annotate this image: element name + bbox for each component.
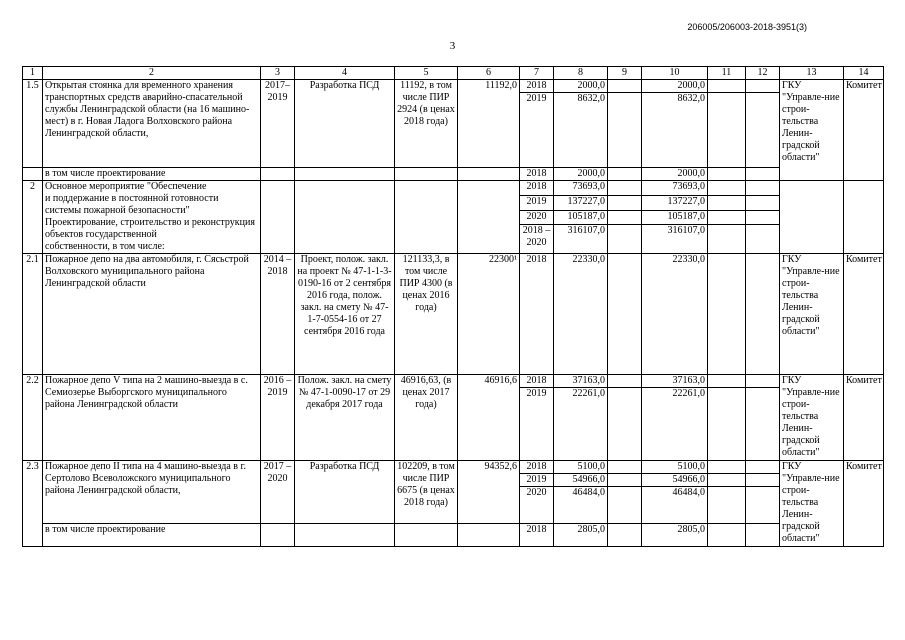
- empty-cell: [746, 93, 780, 168]
- amount: 22330,0: [554, 254, 608, 375]
- amount: 37163,0: [554, 375, 608, 388]
- amount-regional: 2805,0: [642, 524, 708, 547]
- amount: 316107,0: [554, 225, 608, 254]
- empty-cell: [608, 80, 642, 93]
- header-cell: 13: [780, 67, 844, 80]
- empty-cell: [708, 474, 746, 487]
- empty-cell: [458, 181, 520, 254]
- empty-cell: [608, 375, 642, 388]
- empty-cell: [608, 210, 642, 225]
- amount-regional: 73693,0: [642, 181, 708, 196]
- table-row: [23, 524, 884, 547]
- remaining-cost: 46916,6: [458, 375, 520, 461]
- object-name: Открытая стоянка для временного хранения транспортных средств аварийно-спасательной службы Ленинградской области (на 16 машино-мест) в г. Новая Ладога Волховского района Ленинградской области,: [43, 80, 261, 168]
- estimated-cost: 11192, в том числе ПИР 2924 (в ценах 2018 года): [395, 80, 458, 168]
- year: 2018: [520, 181, 554, 196]
- amount: 137227,0: [554, 195, 608, 210]
- documentation: Проект, полож. закл. на проект № 47-1-1-3-0190-16 от 2 сентября 2016 года, полож. закл. на смету № 47-1-7-0554-16 от 27 сентября 2016 года: [295, 254, 395, 375]
- amount-regional: 22261,0: [642, 388, 708, 461]
- empty-cell: [746, 524, 780, 547]
- estimated-cost: 102209, в том числе ПИР 6675 (в ценах 2018 года): [395, 461, 458, 524]
- executor: Комитет: [844, 375, 884, 461]
- empty-cell: [746, 487, 780, 524]
- empty-cell: [295, 524, 395, 547]
- header-cell: 4: [295, 67, 395, 80]
- year: 2018: [520, 375, 554, 388]
- amount: 5100,0: [554, 461, 608, 474]
- amount-regional: 22330,0: [642, 254, 708, 375]
- header-cell: 1: [23, 67, 43, 80]
- header-cell: 6: [458, 67, 520, 80]
- amount: 8632,0: [554, 93, 608, 168]
- empty-cell: [708, 93, 746, 168]
- amount-regional: 137227,0: [642, 195, 708, 210]
- amount-regional: 2000,0: [642, 80, 708, 93]
- empty-cell: [708, 254, 746, 375]
- header-cell: 11: [708, 67, 746, 80]
- empty-cell: [746, 210, 780, 225]
- year: 2018: [520, 254, 554, 375]
- object-name: Пожарное депо на два автомобиля, г. Сясьстрой Волховского муниципального района Ленинградской области: [43, 254, 261, 375]
- empty-cell: [608, 93, 642, 168]
- empty-cell: [708, 388, 746, 461]
- row-number: 2.2: [23, 375, 43, 461]
- name-line: собственности, в том числе:: [45, 241, 165, 252]
- customer: ГКУ "Управле-ние строи-тельства Ленин-градской области": [780, 375, 844, 461]
- amount: 2805,0: [554, 524, 608, 547]
- header-cell: 10: [642, 67, 708, 80]
- amount-regional: 2000,0: [642, 168, 708, 181]
- documentation: Разработка ПСД: [295, 461, 395, 524]
- executor: Комитет: [844, 80, 884, 181]
- header-cell: 2: [43, 67, 261, 80]
- empty-cell: [608, 254, 642, 375]
- sub-label: в том числе проектирование: [43, 524, 261, 547]
- header-cell: 12: [746, 67, 780, 80]
- empty-cell: [708, 181, 746, 196]
- table-row: [23, 461, 884, 474]
- empty-cell: [608, 225, 642, 254]
- amount-regional: 5100,0: [642, 461, 708, 474]
- name-line: и поддержание в постоянной готовности: [45, 193, 219, 204]
- empty-cell: [708, 487, 746, 524]
- row-number: 2.1: [23, 254, 43, 375]
- table-row: [23, 254, 884, 375]
- empty-cell: [395, 181, 458, 254]
- year: 2020: [520, 210, 554, 225]
- empty-cell: [608, 168, 642, 181]
- empty-cell: [746, 474, 780, 487]
- period: 2016 – 2019: [261, 375, 295, 461]
- amount: 22261,0: [554, 388, 608, 461]
- row-number: 2: [23, 181, 43, 254]
- customer: ГКУ "Управле-ние строи-тельства Ленин-градской области": [780, 80, 844, 181]
- amount-regional: 105187,0: [642, 210, 708, 225]
- object-name: Пожарное депо II типа на 4 машино-выезда в г. Сертолово Всеволожского муниципального района Ленинградской области,: [43, 461, 261, 524]
- empty-cell: [295, 181, 395, 254]
- header-cell: 7: [520, 67, 554, 80]
- year: 2018: [520, 168, 554, 181]
- empty-cell: [458, 168, 520, 181]
- year: 2019: [520, 474, 554, 487]
- empty-cell: [395, 168, 458, 181]
- empty-cell: [780, 181, 844, 254]
- amount-regional: 46484,0: [642, 487, 708, 524]
- amount: 2000,0: [554, 80, 608, 93]
- year: 2018 – 2020: [520, 225, 554, 254]
- period: 2014 – 2018: [261, 254, 295, 375]
- empty-cell: [608, 524, 642, 547]
- program-table: [22, 66, 884, 547]
- empty-cell: [708, 524, 746, 547]
- empty-cell: [261, 524, 295, 547]
- year: 2020: [520, 487, 554, 524]
- row-number: 1.5: [23, 80, 43, 168]
- empty-cell: [708, 195, 746, 210]
- amount: 73693,0: [554, 181, 608, 196]
- empty-cell: [746, 388, 780, 461]
- period: 2017 – 2020: [261, 461, 295, 524]
- customer: ГКУ "Управле-ние строи-тельства Ленин-градской области": [780, 461, 844, 547]
- empty-cell: [746, 254, 780, 375]
- empty-cell: [746, 80, 780, 93]
- empty-cell: [608, 474, 642, 487]
- empty-cell: [608, 181, 642, 196]
- table-row: [23, 168, 884, 181]
- year: 2018: [520, 80, 554, 93]
- estimated-cost: 121133,3, в том числе ПИР 4300 (в ценах 2016 года): [395, 254, 458, 375]
- year: 2019: [520, 93, 554, 168]
- empty-cell: [608, 388, 642, 461]
- year: 2019: [520, 195, 554, 210]
- name-line: Проектирование, строительство и реконструкция объектов государственной: [45, 217, 255, 240]
- name-line: Основное мероприятие "Обеспечение: [45, 181, 207, 192]
- empty-cell: [708, 168, 746, 181]
- empty-cell: [295, 168, 395, 181]
- period: 2017–2019: [261, 80, 295, 168]
- empty-cell: [608, 195, 642, 210]
- row-number: 2.3: [23, 461, 43, 547]
- estimated-cost: 46916,63, (в ценах 2017 года): [395, 375, 458, 461]
- remaining-cost: 11192,0: [458, 80, 520, 168]
- table-row: [23, 80, 884, 93]
- empty-cell: [395, 524, 458, 547]
- empty-cell: [608, 461, 642, 474]
- empty-cell: [746, 461, 780, 474]
- header-cell: 5: [395, 67, 458, 80]
- object-name: [43, 181, 261, 254]
- empty-cell: [746, 195, 780, 210]
- year: 2019: [520, 388, 554, 461]
- sub-label: в том числе проектирование: [43, 168, 261, 181]
- header-row: [23, 67, 884, 80]
- header-cell: 3: [261, 67, 295, 80]
- empty-cell: [23, 168, 43, 181]
- amount: 54966,0: [554, 474, 608, 487]
- page-number: 3: [449, 40, 456, 52]
- remaining-cost: 94352,6: [458, 461, 520, 524]
- empty-cell: [844, 181, 884, 254]
- remaining-cost: 22300¹: [458, 254, 520, 375]
- name-line: системы пожарной безопасности": [45, 205, 190, 216]
- documentation: Полож. закл. на смету № 47-1-0090-17 от 29 декабря 2017 года: [295, 375, 395, 461]
- empty-cell: [708, 80, 746, 93]
- object-name: Пожарное депо V типа на 2 машино-выезда в с. Семиозерье Выборгского муниципального района Ленинградской области: [43, 375, 261, 461]
- year: 2018: [520, 524, 554, 547]
- empty-cell: [746, 181, 780, 196]
- empty-cell: [458, 524, 520, 547]
- empty-cell: [261, 181, 295, 254]
- table-row: [23, 375, 884, 388]
- empty-cell: [746, 168, 780, 181]
- amount: 105187,0: [554, 210, 608, 225]
- empty-cell: [746, 225, 780, 254]
- executor: Комитет: [844, 254, 884, 375]
- header-cell: 8: [554, 67, 608, 80]
- customer: ГКУ "Управле-ние строи-тельства Ленин-градской области": [780, 254, 844, 375]
- amount-regional: 8632,0: [642, 93, 708, 168]
- documentation: Разработка ПСД: [295, 80, 395, 168]
- header-cell: 14: [844, 67, 884, 80]
- empty-cell: [708, 225, 746, 254]
- table-row: [23, 181, 884, 196]
- empty-cell: [746, 375, 780, 388]
- document-number: 206005/206003-2018-3951(3): [687, 22, 807, 32]
- year: 2018: [520, 461, 554, 474]
- empty-cell: [708, 461, 746, 474]
- amount: 46484,0: [554, 487, 608, 524]
- empty-cell: [608, 487, 642, 524]
- executor: Комитет: [844, 461, 884, 547]
- amount-regional: 54966,0: [642, 474, 708, 487]
- header-cell: 9: [608, 67, 642, 80]
- empty-cell: [261, 168, 295, 181]
- empty-cell: [708, 375, 746, 388]
- amount-regional: 316107,0: [642, 225, 708, 254]
- empty-cell: [708, 210, 746, 225]
- amount: 2000,0: [554, 168, 608, 181]
- amount-regional: 37163,0: [642, 375, 708, 388]
